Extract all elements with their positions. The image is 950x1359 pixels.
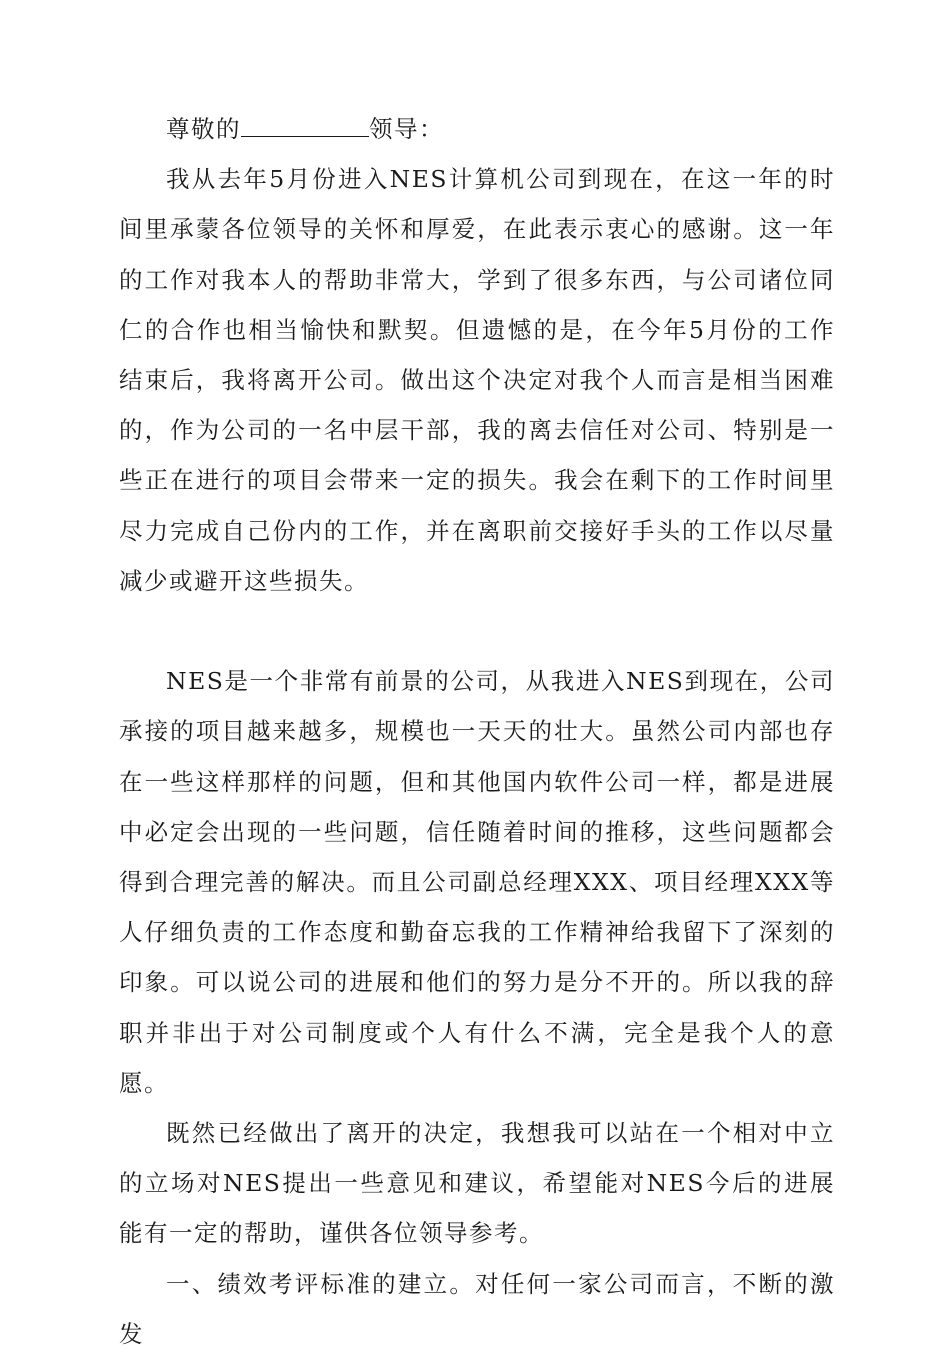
salutation-suffix: 领导： [369, 115, 444, 143]
recipient-blank-field [241, 114, 369, 137]
letter-body [119, 104, 835, 1359]
salutation-prefix: 尊敬的 [166, 115, 241, 143]
paragraph-suggestions-intro: 既然已经做出了离开的决定，我想我可以站在一个相对中立的立场对NES提出一些意见和建议，希望能对NES今后的进展能有一定的帮助，谨供各位领导参考。 [119, 1119, 835, 1248]
paragraph-company-outlook: NES是一个非常有前景的公司，从我进入NES到现在，公司承接的项目越来越多，规模也一天天的壮大。虽然公司内部也存在一些这样那样的问题，但和其他国内软件公司一样，都是进展中必定会出现的一些问题，信任随着时间的推移，这些问题都会得到合理完善的解决。而且公司副总经理XXX、项目经理XXX等人仔细负责的工作态度和勤奋忘我的工作精神给我留下了深刻的印象。可以说公司的进展和他们的努力是分不开的。所以我的辞职并非出于对公司制度或个人有什么不满，完全是我个人的意愿。 [119, 667, 835, 1097]
paragraph-performance-standards: 一、绩效考评标准的建立。对任何一家公司而言，不断的激发 [119, 1269, 835, 1348]
salutation [119, 104, 835, 154]
paragraph-gratitude: 我从去年5月份进入NES计算机公司到现在，在这一年的时间里承蒙各位领导的关怀和厚爱，在此表示衷心的感谢。这一年的工作对我本人的帮助非常大，学到了很多东西，与公司诸位同仁的合作也相当愉快和默契。但遗憾的是，在今年5月份的工作结束后，我将离开公司。做出这个决定对我个人而言是相当困难的，作为公司的一名中层干部，我的离去信任对公司、特别是一些正在进行的项目会带来一定的损失。我会在剩下的工作时间里尽力完成自己份内的工作，并在离职前交接好手头的工作以尽量减少或避开这些损失。 [119, 165, 835, 595]
paragraph-gap [119, 606, 835, 656]
